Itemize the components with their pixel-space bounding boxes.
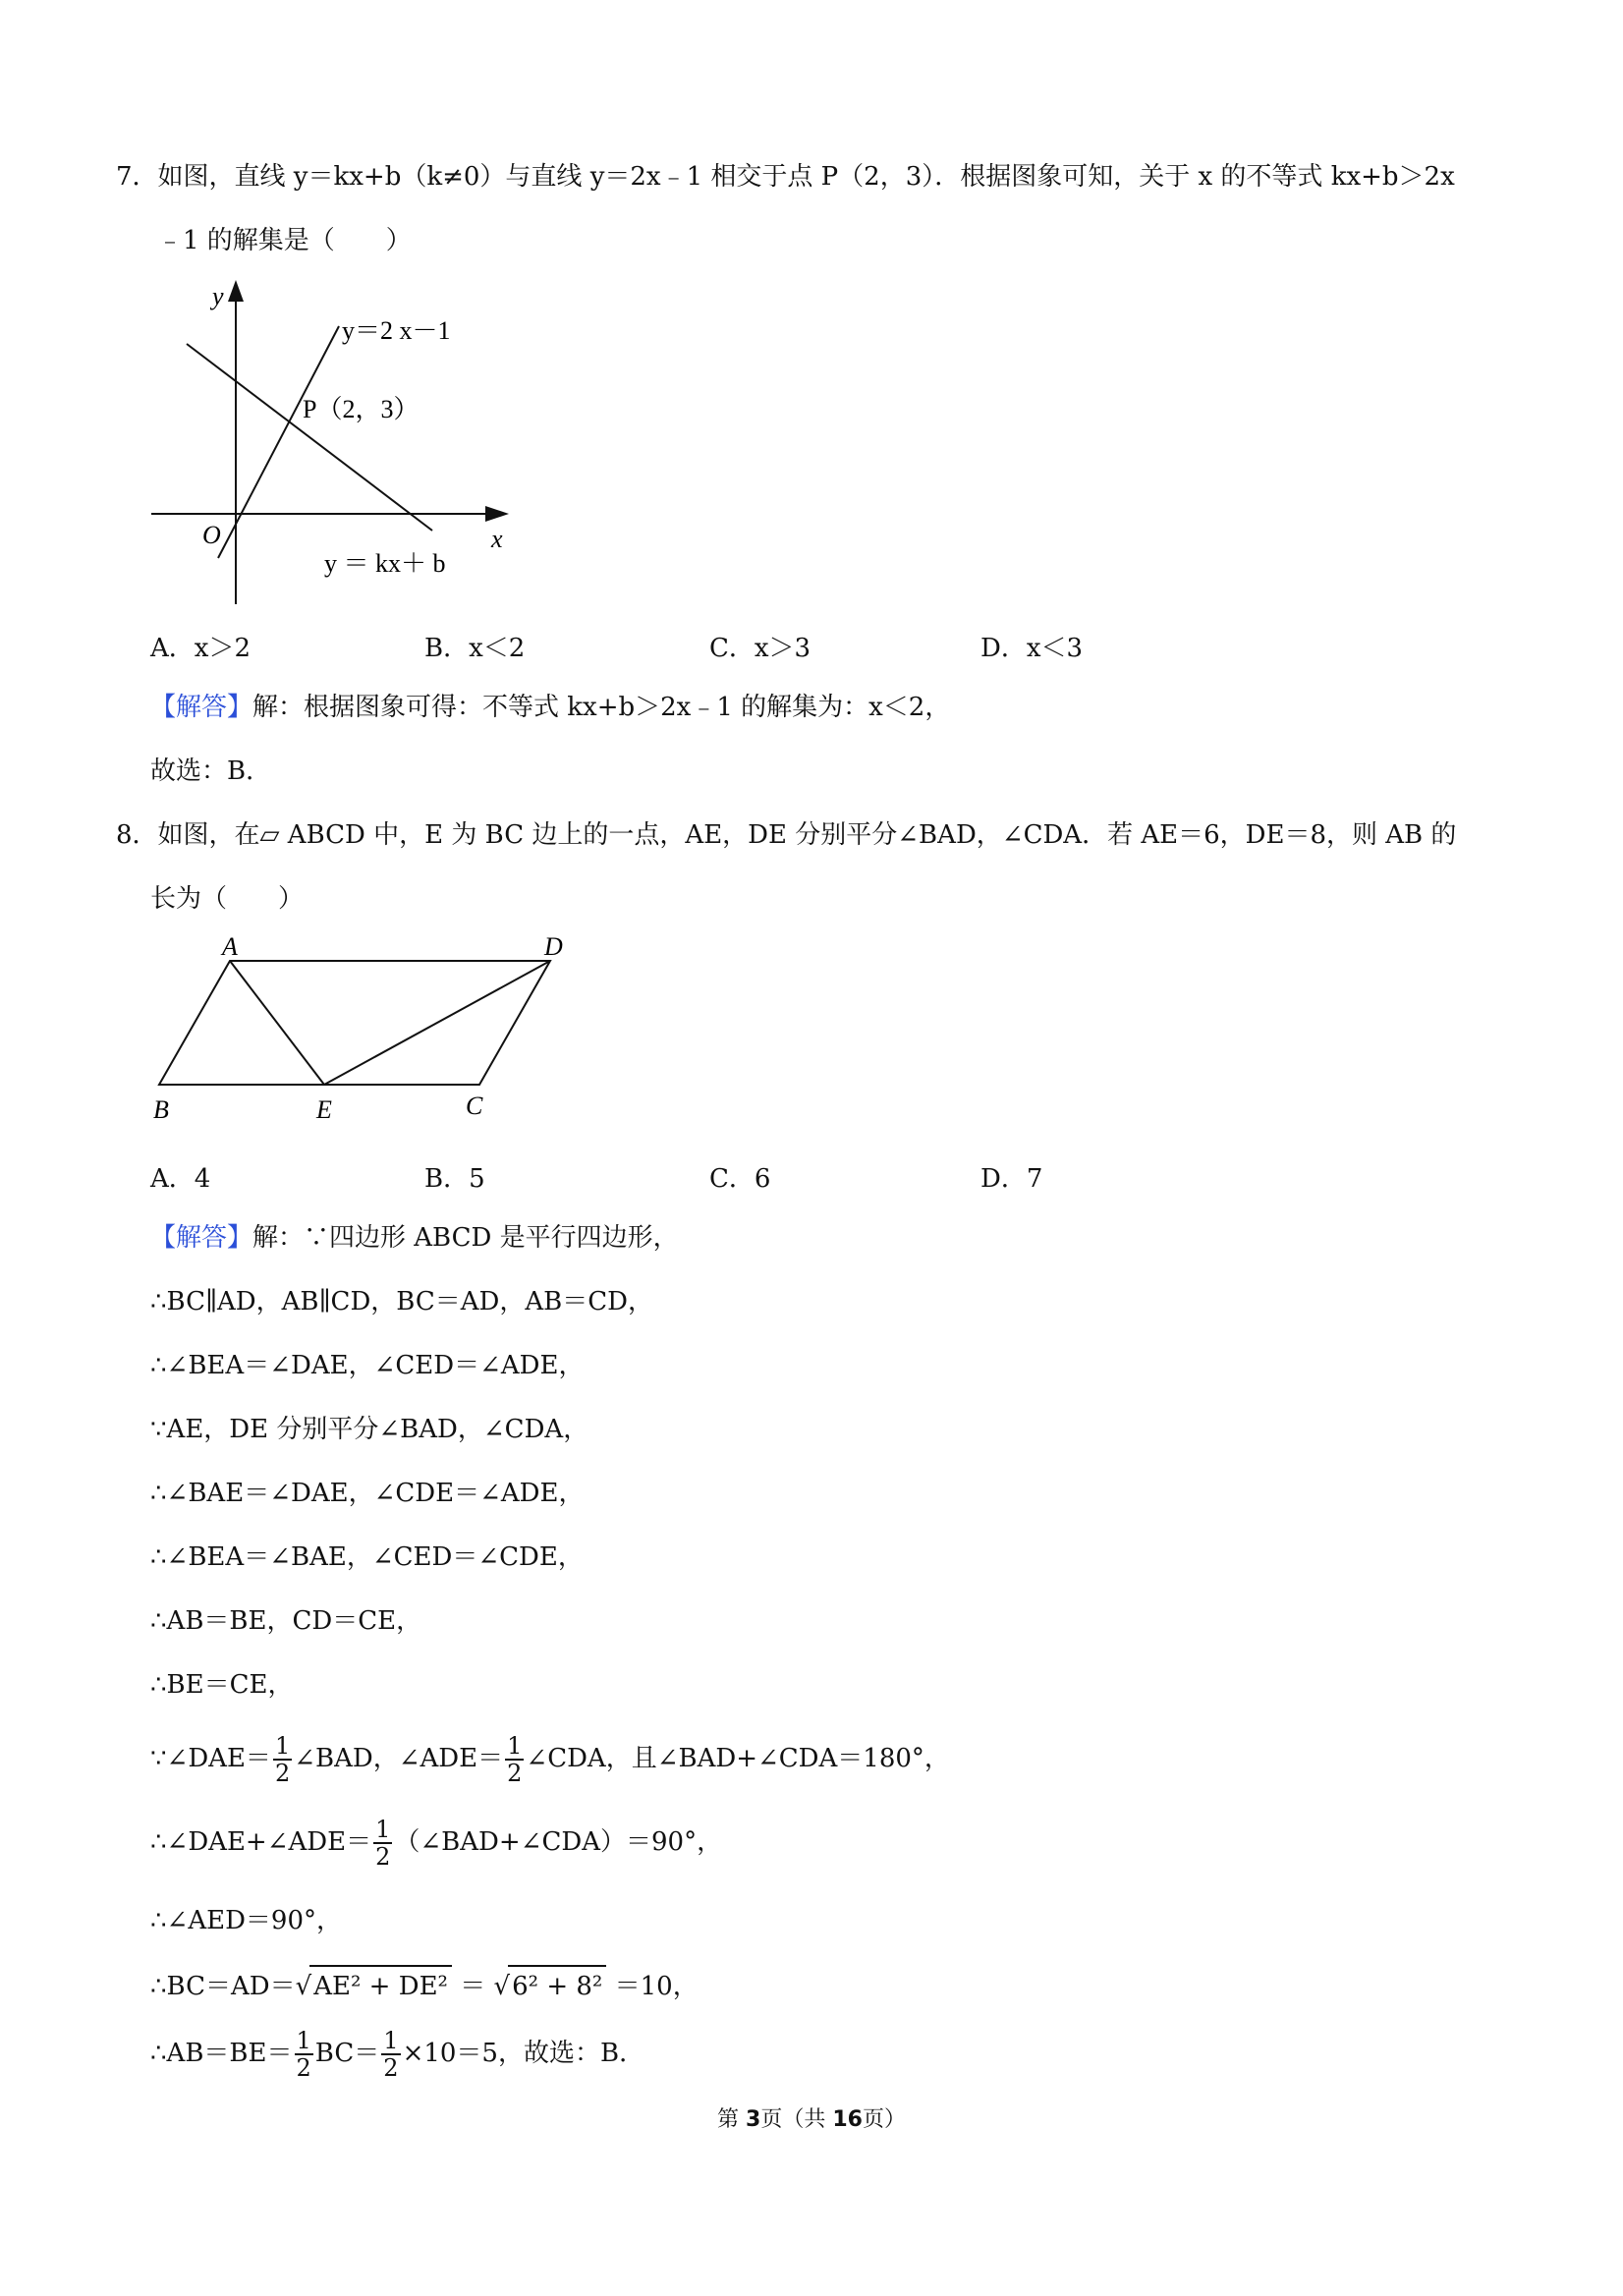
x-axis-label: x [491,525,503,553]
fraction-denominator: 2 [383,2054,399,2082]
fraction-denominator: 2 [375,1843,391,1871]
step13-part-c: ×10＝5，故选：B． [402,2039,645,2068]
q7-option-c: C．x＞3 [709,634,812,663]
q8-solution-step4: ∵AE，DE 分别平分∠BAD，∠CDA， [150,1415,589,1444]
q8-solution-step7: ∴AB＝BE，CD＝CE， [150,1606,422,1636]
q8-stem-line2: 长为（ ） [150,884,305,914]
vertex-e-label: E [316,1095,332,1124]
q8-solution-step11: ∴∠AED＝90°， [150,1906,343,1935]
step9-part-a: ∵∠DAE＝ [150,1744,271,1773]
q8-solution-step5: ∴∠BAE＝∠DAE，∠CDE＝∠ADE， [150,1479,585,1508]
fraction-half [381,2028,400,2081]
q7-stem-line1: 7．如图，直线 y＝kx+b（k≠0）与直线 y＝2x﹣1 相交于点 P（2，3）．根据图象可知，关于 x 的不等式 kx+b＞2x [116,162,1455,192]
footer-total-pages: 16 [832,2107,863,2132]
fraction-numerator: 1 [296,2027,311,2054]
step12-equals: ＝ [451,1972,494,2001]
q8-solution-step6: ∴∠BEA＝∠BAE，∠CED＝∠CDE， [150,1542,584,1572]
fraction-half [505,1733,524,1786]
fraction-half [273,1733,292,1786]
fraction-denominator: 2 [296,2054,311,2082]
step9-part-c: ∠CDA，且∠BAD+∠CDA＝180°， [526,1744,950,1773]
line2-label: y ＝ kx＋ b [324,549,446,578]
q8-solution-step9 [150,1729,950,1788]
q7-option-a: A．x＞2 [150,634,251,663]
q7-answer-line1 [150,688,950,727]
q8-solution-step12: ∴BC＝AD＝√AE² + DE² ＝ √6² + 8² ＝10， [150,1965,699,2006]
q7-stem-line2: ﹣1 的解集是（ ） [157,226,412,255]
q8-option-b: B．5 [424,1164,485,1194]
fraction-numerator: 1 [507,1732,523,1760]
q8-solution-step8: ∴BE＝CE， [150,1670,294,1700]
q8-solution-step1 [150,1218,679,1258]
fraction-numerator: 1 [383,2027,399,2054]
q7-answer-text: 解：根据图象可得：不等式 kx+b＞2x﹣1 的解集为：x＜2， [252,693,951,722]
vertex-a-label: A [222,933,238,961]
answer-tag: 【解答】 [150,693,253,722]
q8-step1-text: 解：∵四边形 ABCD 是平行四边形， [252,1223,679,1253]
sqrt-radicand-1: AE² + DE² [309,1965,452,2006]
page-footer [0,2102,1623,2133]
step10-part-b: （∠BAD+∠CDA）＝90°， [394,1827,723,1857]
vertex-d-label: D [544,933,563,961]
step12-part-a: ∴BC＝AD＝ [150,1972,296,2001]
q7-option-b: B．x＜2 [424,634,526,663]
q8-option-d: D．7 [980,1164,1043,1194]
sqrt-radicand-2: 6² + 8² [508,1965,606,2006]
q8-solution-step13 [150,2024,644,2083]
fraction-numerator: 1 [274,1732,291,1760]
footer-prefix: 第 [717,2107,747,2132]
q8-parallelogram-figure [147,933,580,1140]
q8-option-a: A．4 [150,1164,211,1194]
y-axis-label: y [212,282,224,310]
q7-option-d: D．x＜3 [980,634,1084,663]
footer-suffix: 页） [862,2107,906,2132]
q8-solution-step2: ∴BC∥AD，AB∥CD，BC＝AD，AB＝CD， [150,1287,654,1316]
footer-mid: 页（共 [760,2107,833,2132]
q7-graph-figure [147,280,521,614]
step10-part-a: ∴∠DAE+∠ADE＝ [150,1827,372,1857]
vertex-c-label: C [466,1092,483,1120]
q8-solution-step3: ∴∠BEA＝∠DAE，∠CED＝∠ADE， [150,1351,585,1380]
origin-label: O [202,521,221,549]
q8-option-c: C．6 [709,1164,771,1194]
fraction-denominator: 2 [274,1760,291,1787]
step13-part-a: ∴AB＝BE＝ [150,2039,293,2068]
point-p-label: P（2，3） [303,395,420,423]
answer-tag: 【解答】 [150,1223,253,1253]
step9-part-b: ∠BAD，∠ADE＝ [294,1744,504,1773]
step13-part-b: BC＝ [314,2039,380,2068]
q8-solution-step10 [150,1813,722,1872]
footer-page-number: 3 [746,2107,761,2132]
q7-answer-line2: 故选：B． [150,756,272,786]
q8-stem-line1: 8．如图，在▱ ABCD 中，E 为 BC 边上的一点，AE，DE 分别平分∠BAD，∠CDA．若 AE＝6，DE＝8，则 AB 的 [116,820,1457,850]
fraction-numerator: 1 [375,1816,391,1843]
line1-label: y＝2 x－1 [342,316,451,345]
fraction-denominator: 2 [507,1760,523,1787]
vertex-b-label: B [153,1095,169,1124]
step12-result: ＝10， [606,1972,699,2001]
fraction-half [295,2028,313,2081]
fraction-half [373,1817,392,1870]
